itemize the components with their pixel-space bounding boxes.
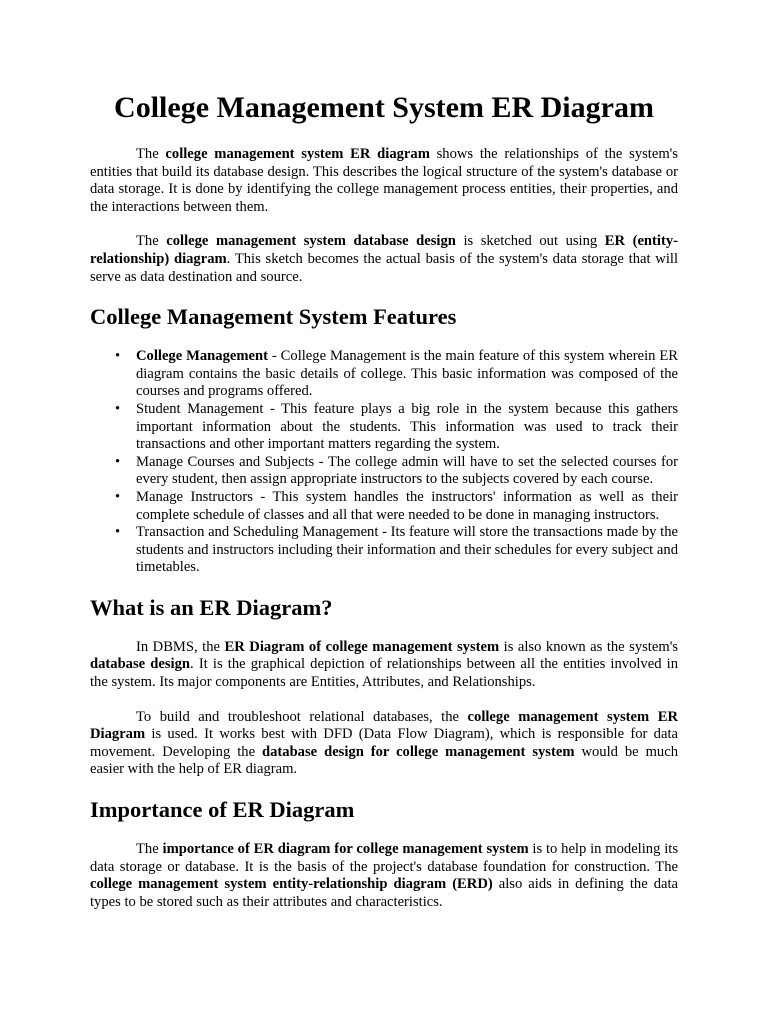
section-heading-what-is: What is an ER Diagram?: [90, 594, 333, 620]
text-run: shows the relationships of the system's entities that build its database design. This describes the logical structure of the system's database or data storage. It is done by identifying the college management process entities, their properties, and the interactions between them.: [90, 146, 678, 215]
text-run: Manage Instructors - This system handles the instructors' information as well as their complete schedule of classes and all that were needed to be done in managing instructors.: [136, 488, 678, 523]
text-run: Manage Courses and Subjects - The college admin will have to set the selected courses for every student, then assign appropriate instructors to the subjects covered by each course.: [136, 453, 678, 488]
section-heading-features: College Management System Features: [90, 304, 457, 330]
text-run: Student Management - This feature plays a big role in the system because this gathers important information about the students. This information was used to track their transactions and other important matters regarding the system.: [136, 400, 678, 453]
section-heading-importance: Importance of ER Diagram: [90, 797, 355, 823]
text-run: - College Management is the main feature of this system wherein ER diagram contains the basic details of college. This basic information was composed of the courses and programs offered.: [136, 348, 678, 400]
bold-run: college management system database design: [166, 233, 456, 250]
text-run: would be much easier with the help of ER diagram.: [90, 743, 679, 778]
intro-paragraph-2: [90, 233, 678, 286]
text-run: is sketched out using: [455, 233, 605, 250]
text-run: is also known as the system's: [499, 638, 678, 655]
list-item: [115, 488, 678, 524]
bold-run: ER Diagram of college management system: [224, 638, 500, 655]
bold-run: college management system ER diagram: [165, 146, 430, 162]
list-item: [115, 348, 678, 401]
page-title: College Management System ER Diagram: [114, 91, 654, 124]
bold-run: College Management: [136, 348, 268, 365]
bullet: •: [115, 453, 121, 470]
features-list: [90, 348, 678, 577]
intro-paragraph-1: [90, 146, 678, 216]
text-run: . This sketch becomes the actual basis of the system's data storage that will serve as data destination and source.: [90, 250, 679, 285]
list-item: [115, 400, 678, 454]
bullet: •: [115, 400, 121, 417]
text-run: The: [136, 146, 166, 162]
bullet: •: [115, 524, 121, 541]
list-item: [115, 524, 678, 577]
bullet: •: [115, 488, 121, 505]
bullet: •: [115, 348, 121, 365]
text-run: is to help in modeling its data storage or database. It is the basis of the project's database foundation for construction. The: [90, 841, 678, 875]
text-run: The: [136, 233, 167, 250]
importance-paragraph-1: [90, 841, 678, 911]
text-run: The: [136, 841, 163, 858]
text-run: To build and troubleshoot relational databases, the: [136, 708, 468, 725]
list-item: [115, 453, 678, 489]
what-is-paragraph-2: [90, 709, 678, 779]
text-run: Transaction and Scheduling Management - Its feature will store the transactions made by the students and instructors including their information and their schedules for every subject and timetables.: [136, 524, 678, 576]
bold-run: college management system ER Diagram: [90, 708, 678, 743]
bold-run: database design for college management system: [262, 743, 575, 760]
bold-run: ER (entity-relationship) diagram: [90, 233, 678, 267]
text-run: In DBMS, the: [136, 638, 225, 655]
text-run: . It is the graphical depiction of relationships between all the entities involved in the system. Its major components are Entities, Attributes, and Relationships.: [90, 656, 678, 691]
bold-run: college management system entity-relationship diagram (ERD): [90, 876, 493, 893]
what-is-paragraph-1: [90, 639, 678, 692]
bold-run: database design: [90, 656, 191, 673]
text-run: also aids in defining the data types to be stored such as their attributes and characteristics.: [90, 876, 678, 910]
text-run: is used. It works best with DFD (Data Flow Diagram), which is responsible for data movement. Developing the: [90, 726, 678, 760]
bold-run: importance of ER diagram for college management system: [162, 841, 529, 858]
